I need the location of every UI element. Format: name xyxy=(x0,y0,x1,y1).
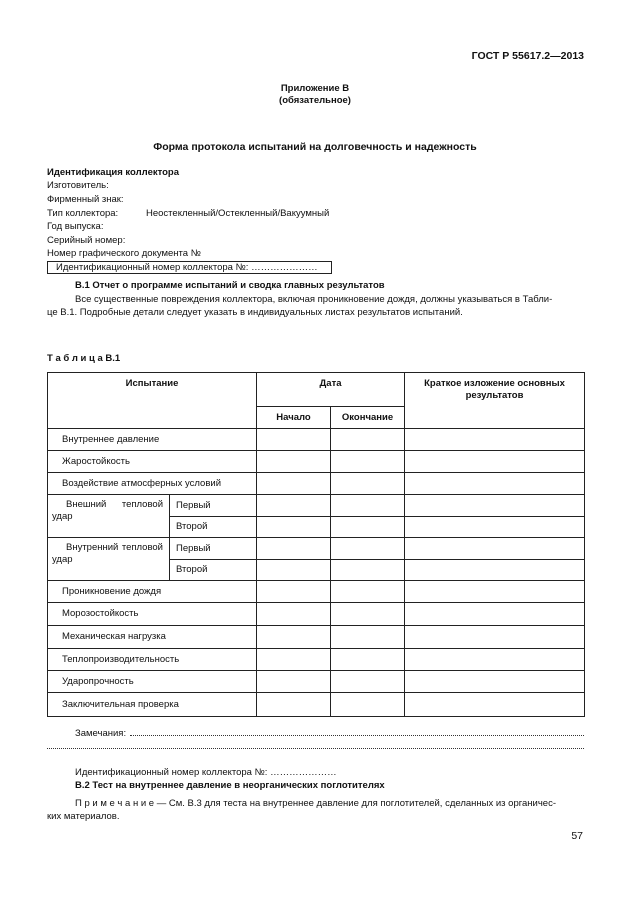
cell-summary xyxy=(405,649,585,671)
cell-end xyxy=(331,429,405,451)
section-b1-heading: В.1 Отчет о программе испытаний и сводка главных результатов xyxy=(75,280,385,291)
cell-summary xyxy=(405,451,585,473)
note-line2: ких материалов. xyxy=(47,811,120,822)
cell-end xyxy=(331,517,405,538)
cell-start xyxy=(257,649,331,671)
test-rain-penetration: Проникновение дождя xyxy=(48,581,257,603)
cell-end xyxy=(331,603,405,626)
cell-start xyxy=(257,626,331,649)
collector-id-box: Идентификационный номер коллектора №: ………………… xyxy=(47,261,332,274)
cell-end xyxy=(331,671,405,693)
cell-start xyxy=(257,693,331,717)
table-row xyxy=(48,626,585,649)
cell-end xyxy=(331,538,405,560)
remarks-dotted-fill xyxy=(130,726,584,736)
header-start: Начало xyxy=(257,407,331,429)
table-row xyxy=(48,693,585,717)
cell-summary xyxy=(405,671,585,693)
cell-summary xyxy=(405,429,585,451)
cell-end xyxy=(331,649,405,671)
cell-summary xyxy=(405,473,585,495)
standard-number: ГОСТ Р 55617.2—2013 xyxy=(471,50,584,62)
section-b1-text-line1: Все существенные повреждения коллектора, включая проникновение дождя, должны указываться в Табли- xyxy=(75,294,553,305)
year-label: Год выпуска: xyxy=(47,221,104,232)
test-mechanical-load: Механическая нагрузка xyxy=(48,626,257,649)
cell-start xyxy=(257,560,331,581)
cell-start xyxy=(257,473,331,495)
cell-start xyxy=(257,495,331,517)
appendix-status: (обязательное) xyxy=(279,95,351,106)
cell-summary xyxy=(405,603,585,626)
serial-label: Серийный номер: xyxy=(47,235,126,246)
remarks-label: Замечания: xyxy=(75,728,127,739)
test-frost-resistance: Морозостойкость xyxy=(48,603,257,626)
cell-summary xyxy=(405,517,585,538)
test-external-thermal-shock: Внешний тепловой удар xyxy=(48,495,170,538)
section-b2-heading: В.2 Тест на внутреннее давление в неорганических поглотителях xyxy=(75,780,385,791)
manufacturer-label: Изготовитель: xyxy=(47,180,109,191)
collector-type-value: Неостекленный/Остекленный/Вакуумный xyxy=(146,208,330,219)
shock-first: Первый xyxy=(170,495,257,517)
table-row xyxy=(48,649,585,671)
form-title: Форма протокола испытаний на долговечность и надежность xyxy=(153,141,477,153)
cell-summary xyxy=(405,693,585,717)
test-thermal-performance: Теплопроизводительность xyxy=(48,649,257,671)
table-row xyxy=(48,495,585,517)
page-number: 57 xyxy=(571,830,583,842)
table-row xyxy=(48,671,585,693)
cell-summary xyxy=(405,581,585,603)
table-row xyxy=(48,473,585,495)
cell-summary xyxy=(405,538,585,560)
cell-end xyxy=(331,560,405,581)
table-row xyxy=(48,451,585,473)
test-impact-resistance: Ударопрочность xyxy=(48,671,257,693)
test-results-table xyxy=(47,372,585,717)
header-date: Дата xyxy=(257,373,405,407)
cell-end xyxy=(331,473,405,495)
table-row xyxy=(48,429,585,451)
note-text: — См. В.3 для теста на внутреннее давление для поглотителей, сделанных из органичес- xyxy=(154,798,556,809)
test-final-inspection: Заключительная проверка xyxy=(48,693,257,717)
trademark-label: Фирменный знак: xyxy=(47,194,124,205)
cell-summary xyxy=(405,560,585,581)
test-heat-resistance: Жаростойкость xyxy=(48,451,257,473)
cell-start xyxy=(257,429,331,451)
cell-summary xyxy=(405,495,585,517)
section-b1-text-line2: це В.1. Подробные детали следует указать в индивидуальных листах результатов испытаний. xyxy=(47,307,463,318)
cell-start xyxy=(257,581,331,603)
note-line1 xyxy=(75,797,584,810)
test-weathering: Воздействие атмосферных условий xyxy=(48,473,257,495)
appendix-title: Приложение В xyxy=(280,83,350,94)
cell-end xyxy=(331,495,405,517)
table-caption: Т а б л и ц а В.1 xyxy=(47,353,121,364)
drawing-number-label: Номер графического документа № xyxy=(47,248,201,259)
table-row xyxy=(48,538,585,560)
header-end: Окончание xyxy=(331,407,405,429)
note-label: П р и м е ч а н и е xyxy=(75,798,155,809)
cell-summary xyxy=(405,626,585,649)
test-internal-pressure: Внутреннее давление xyxy=(48,429,257,451)
identification-heading: Идентификация коллектора xyxy=(47,167,180,178)
header-test: Испытание xyxy=(48,373,257,429)
cell-end xyxy=(331,693,405,717)
remarks-dotted-line xyxy=(47,748,584,749)
cell-end xyxy=(331,626,405,649)
cell-start xyxy=(257,451,331,473)
shock-first: Первый xyxy=(170,538,257,560)
table-row xyxy=(48,603,585,626)
table-header-row xyxy=(48,373,585,407)
cell-start xyxy=(257,538,331,560)
remarks-line xyxy=(75,726,584,740)
shock-second: Второй xyxy=(170,560,257,581)
table-row xyxy=(48,581,585,603)
shock-second: Второй xyxy=(170,517,257,538)
cell-end xyxy=(331,581,405,603)
cell-start xyxy=(257,671,331,693)
test-internal-thermal-shock: Внутренний тепловой удар xyxy=(48,538,170,581)
cell-start xyxy=(257,517,331,538)
collector-type-label: Тип коллектора: xyxy=(47,208,119,219)
collector-id-number: Идентификационный номер коллектора №: ………………… xyxy=(75,767,337,778)
cell-end xyxy=(331,451,405,473)
header-summary: Краткое изложение основных результатов xyxy=(405,373,585,429)
cell-start xyxy=(257,603,331,626)
